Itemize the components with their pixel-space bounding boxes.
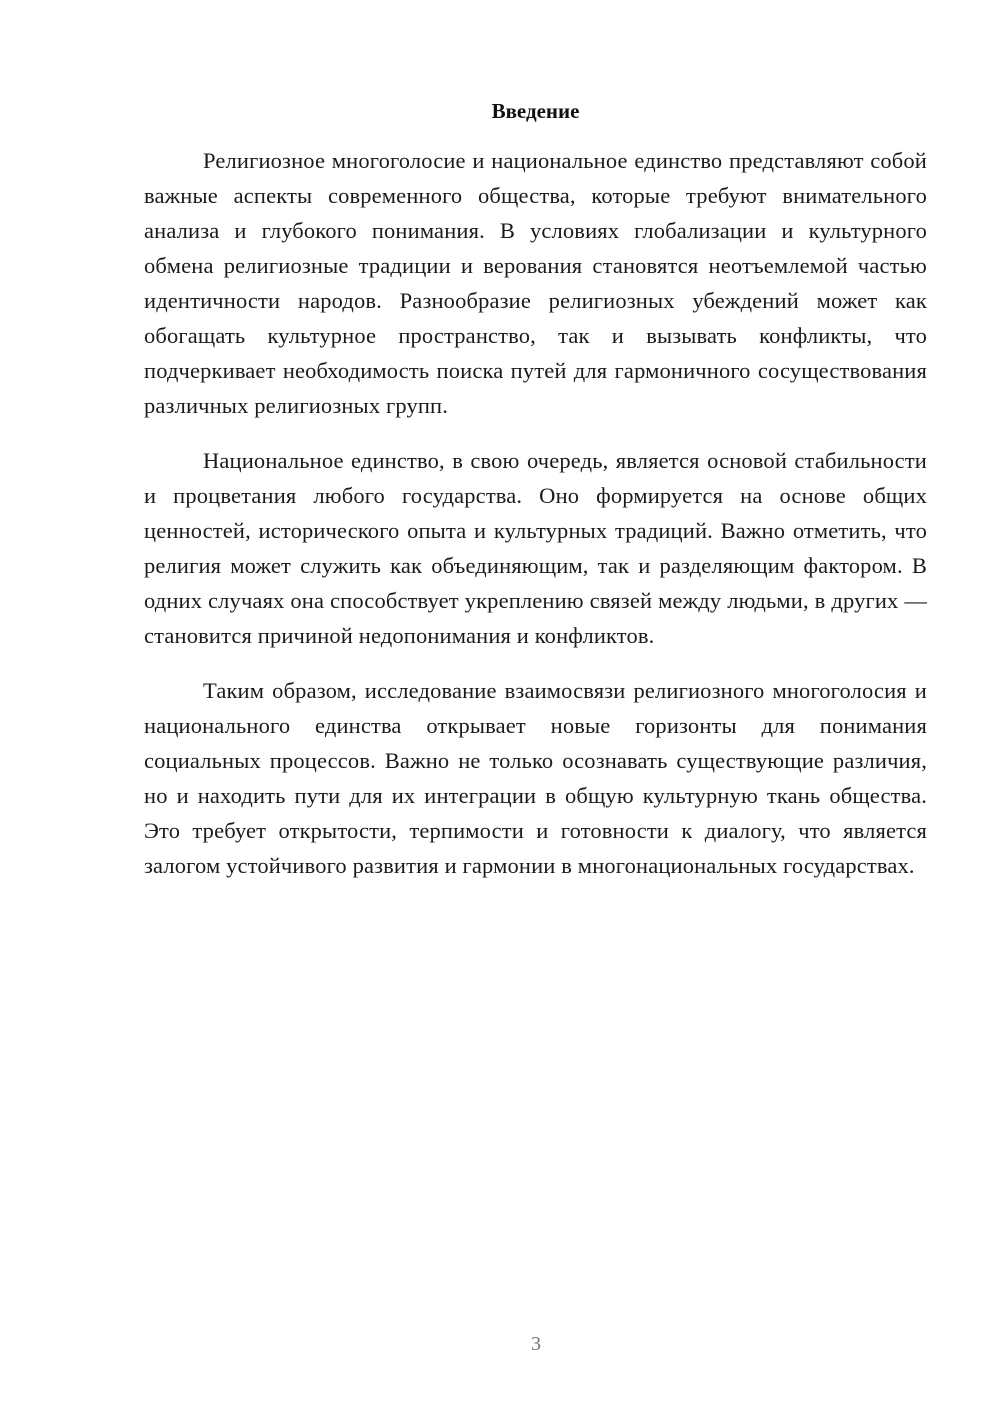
paragraph-3: Таким образом, исследование взаимосвязи религиозного многоголосия и национального единства открывает новые горизонты для понимания социальных процессов. Важно не только осознавать существующие различия, но и находить пути для их интеграции в общую культурную ткань общества. Это требует открытости, терпимости и готовности к диалогу, что является залогом устойчивого развития и гармонии в многонациональных государствах. (144, 678, 927, 878)
paragraph-1: Религиозное многоголосие и национальное единство представляют собой важные аспекты современного общества, которые требуют внимательного анализа и глубокого понимания. В условиях глобализации и культурного обмена религиозные традиции и верования становятся неотъемлемой частью идентичности народов. Разнообразие религиозных убеждений может как обогащать культурное пространство, так и вызывать конфликты, что подчеркивает необходимость поиска путей для гармоничного сосуществования различных религиозных групп. (144, 148, 927, 418)
page-content (144, 96, 927, 903)
paragraph-2: Национальное единство, в свою очередь, является основой стабильности и процветания любого государства. Оно формируется на основе общих ценностей, исторического опыта и культурных традиций. Важно отметить, что религия может служить как объединяющим, так и разделяющим фактором. В одних случаях она способствует укреплению связей между людьми, в других — становится причиной недопонимания и конфликтов. (144, 448, 927, 648)
section-heading: Введение (491, 99, 580, 123)
page-number: 3 (531, 1333, 541, 1355)
